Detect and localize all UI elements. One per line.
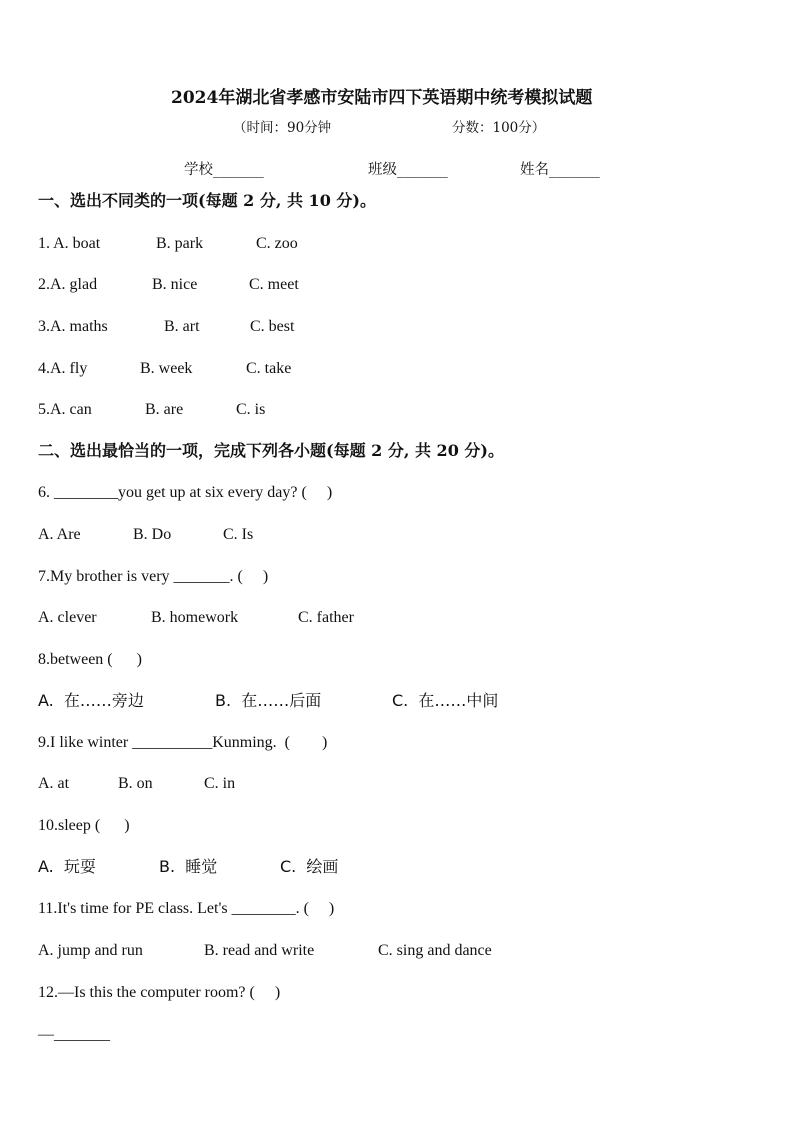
q9-option-c: C. in [204,775,236,792]
q9-option-a: A. at [38,775,70,792]
q12-answer-line: —_______ [38,1026,110,1043]
section1-heading: 一、选出不同类的一项(每题 2 分, 共 10 分)。 [38,191,376,210]
q6-stem: 6. ________you get up at six every day? ( ) [38,484,333,501]
q6-option-c: C. Is [223,526,254,543]
q11-stem: 11.It's time for PE class. Let's ________. ( ) [38,900,335,917]
q11-option-a: A. jump and run [38,942,143,959]
q5-option-c: C. is [236,401,266,418]
class-field: 班级_______ [368,162,448,178]
q12-stem: 12.—Is this the computer room? ( ) [38,984,281,1001]
q7-option-a: A. clever [38,609,97,626]
q10-stem: 10.sleep ( ) [38,817,130,834]
q8-option-c: C. 在……中间 [392,691,499,710]
q8-stem: 8.between ( ) [38,651,142,668]
page-title: 2024年湖北省孝感市安陆市四下英语期中统考模拟试题 [171,88,593,108]
q1-option-b: B. park [156,235,204,252]
q3-option-b: B. art [164,318,200,335]
q1-option-a: 1. A. boat [38,235,101,252]
q5-option-a: 5.A. can [38,401,92,418]
q10-option-c: C. 绘画 [280,857,339,876]
q4-option-a: 4.A. fly [38,360,88,377]
q2-option-a: 2.A. glad [38,276,98,293]
q9-option-b: B. on [118,775,153,792]
q7-stem: 7.My brother is very _______. ( ) [38,568,269,585]
q10-option-b: B. 睡觉 [159,857,218,876]
name-field: 姓名_______ [520,162,600,178]
q6-option-b: B. Do [133,526,172,543]
q8-option-b: B. 在……后面 [215,691,322,710]
q8-option-a: A. 在……旁边 [38,691,144,710]
q3-option-a: 3.A. maths [38,318,108,335]
q11-option-c: C. sing and dance [378,942,492,959]
q7-option-c: C. father [298,609,354,626]
score-info: 分数：100分） [452,120,546,136]
q9-stem: 9.I like winter __________Kunming. ( ) [38,734,328,751]
q1-option-c: C. zoo [256,235,298,252]
q4-option-b: B. week [140,360,193,377]
q4-option-c: C. take [246,360,292,377]
time-info: （时间：90分钟 [233,120,332,136]
q6-option-a: A. Are [38,526,81,543]
q3-option-c: C. best [250,318,295,335]
q7-option-b: B. homework [151,609,239,626]
section2-heading: 二、选出最恰当的一项，完成下列各小题(每题 2 分, 共 20 分)。 [38,441,504,460]
school-field: 学校_______ [184,162,264,178]
q2-option-b: B. nice [152,276,198,293]
q5-option-b: B. are [145,401,184,418]
q10-option-a: A. 玩耍 [38,857,96,876]
q2-option-c: C. meet [249,276,299,293]
q11-option-b: B. read and write [204,942,315,959]
